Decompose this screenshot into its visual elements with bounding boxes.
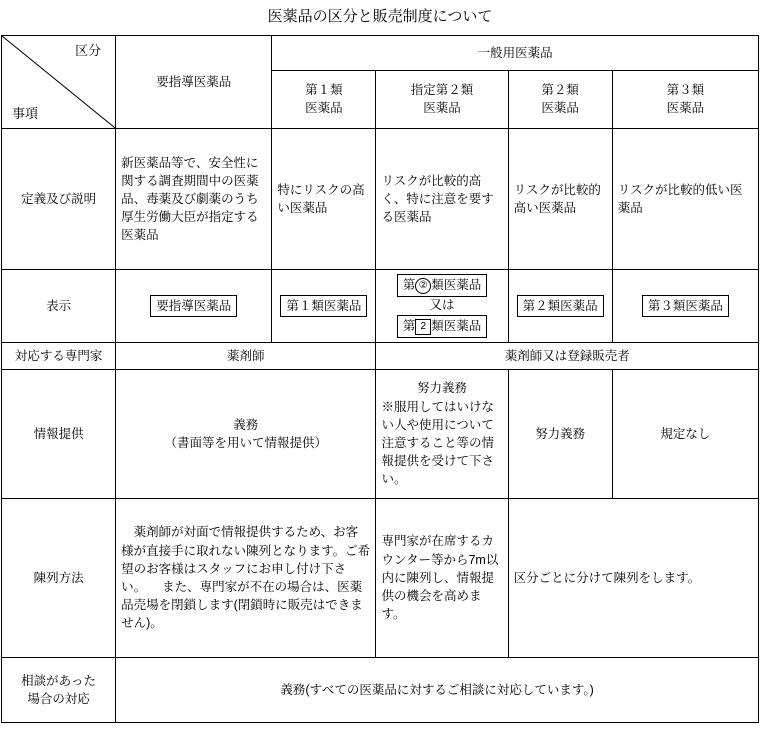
col-header-youshido: 要指導医薬品 — [116, 36, 272, 129]
col-header-dai2 — [508, 70, 612, 128]
display-shitei2 — [376, 270, 508, 343]
display-badge-dai3: 第３類医薬品 — [642, 295, 729, 317]
display-shitei2-or: 又は — [429, 298, 455, 312]
display-shitei2-pre: 第 — [402, 278, 416, 292]
row-label-arrangement: 陳列方法 — [2, 498, 116, 657]
row-label-specialist: 対応する専門家 — [2, 342, 116, 369]
display-dai3 — [612, 270, 758, 343]
page-title: 医薬品の区分と販売制度について — [267, 8, 493, 25]
corner-diagonal-cell — [2, 36, 116, 129]
information-duty-line1: 義務 — [233, 417, 259, 432]
table-row-definition — [2, 129, 759, 270]
information-dai2: 努力義務 — [508, 369, 612, 498]
table-header-row-1 — [2, 36, 759, 71]
definition-dai3: リスクが比較的低い医薬品 — [612, 129, 758, 270]
row-label-consultation-line1: 相談があった — [21, 673, 97, 688]
row-label-definition: 定義及び説明 — [2, 129, 116, 270]
display-dai2 — [508, 270, 612, 343]
information-shitei2-title: 努力義務 — [417, 381, 468, 396]
information-shitei2-body: ※服用してはいけない人や使用について注意すること等の情報提供を受けて下さい。 — [381, 399, 494, 486]
display-badge-youshido: 要指導医薬品 — [150, 295, 237, 317]
col-header-shitei2-line1: 指定第２類 — [410, 83, 474, 98]
table-row-arrangement — [2, 498, 759, 657]
definition-youshido: 新医薬品等で、安全性に関する調査期間中の医薬品、毒薬及び劇薬のうち厚生労働大臣が指定する医薬品 — [116, 129, 272, 270]
col-header-shitei2-line2: 医薬品 — [423, 101, 461, 116]
display-badge-dai2: 第２類医薬品 — [517, 295, 604, 317]
display-shitei2-pre2: 第 — [402, 318, 416, 333]
display-badge-dai1: 第１類医薬品 — [280, 295, 367, 317]
specialist-pharmacist-or-seller: 薬剤師又は登録販売者 — [376, 342, 759, 369]
col-header-general-group: 一般用医薬品 — [272, 36, 759, 71]
corner-label-kubun: 区分 — [75, 43, 102, 58]
row-label-consultation — [2, 657, 116, 722]
row-label-consultation-line2: 場合の対応 — [27, 691, 90, 706]
col-header-dai2-line1: 第２類 — [541, 83, 579, 98]
drug-classification-table — [1, 35, 759, 723]
col-header-shitei2 — [376, 70, 508, 128]
display-dai1 — [272, 270, 376, 343]
col-header-dai2-line2: 医薬品 — [541, 101, 579, 116]
table-row-consultation — [2, 657, 759, 722]
row-label-information: 情報提供 — [2, 369, 116, 498]
information-duty — [116, 369, 376, 498]
col-header-dai3-line2: 医薬品 — [666, 101, 705, 116]
boxed-two-icon: 2 — [415, 319, 431, 335]
table-row-specialist — [2, 342, 759, 369]
arrangement-shitei2: 専門家が在席するカウンター等から7m以内に陳列し、情報提供の機会を高めます。 — [376, 498, 508, 657]
row-label-display: 表示 — [2, 270, 116, 343]
information-duty-line2: （書面等を用いて情報提供） — [164, 435, 328, 450]
circled-two-icon: ② — [415, 278, 431, 294]
display-youshido — [116, 270, 272, 343]
col-header-dai1-line2: 医薬品 — [305, 101, 343, 116]
information-shitei2 — [376, 369, 508, 498]
corner-label-jikou: 事項 — [12, 106, 39, 122]
definition-dai2: リスクが比較的高い医薬品 — [508, 129, 612, 270]
col-header-dai1-line1: 第１類 — [305, 83, 343, 98]
arrangement-youshido-dai1: 薬剤師が対面で情報提供するため、お客様が直接手に取れない陳列となります。ご希望のお客様はスタッフにお申し付け下さい。 また、専門家が不在の場合は、医薬品売場を閉鎖します(閉鎖時に販売はできません)。 — [116, 498, 376, 657]
definition-shitei2: リスクが比較的高く、特に注意を要する医薬品 — [376, 129, 508, 270]
table-row-information — [2, 369, 759, 498]
col-header-dai1 — [272, 70, 376, 128]
col-header-dai3-line1: 第３類 — [666, 83, 705, 98]
display-badge-shitei2-circle — [397, 274, 488, 297]
display-shitei2-post2: 類医薬品 — [431, 318, 482, 333]
display-shitei2-stack — [381, 274, 502, 338]
definition-dai1: 特にリスクの高い医薬品 — [272, 129, 376, 270]
display-shitei2-post: 類医薬品 — [431, 278, 482, 292]
specialist-pharmacist: 薬剤師 — [116, 342, 376, 369]
consultation-value: 義務(すべての医薬品に対するご相談に対応しています。) — [116, 657, 759, 722]
information-dai3: 規定なし — [612, 369, 758, 498]
display-badge-shitei2-square — [397, 315, 488, 338]
arrangement-dai2-dai3: 区分ごとに分けて陳列をします。 — [508, 498, 758, 657]
col-header-dai3 — [612, 70, 758, 128]
table-row-display — [2, 270, 759, 343]
